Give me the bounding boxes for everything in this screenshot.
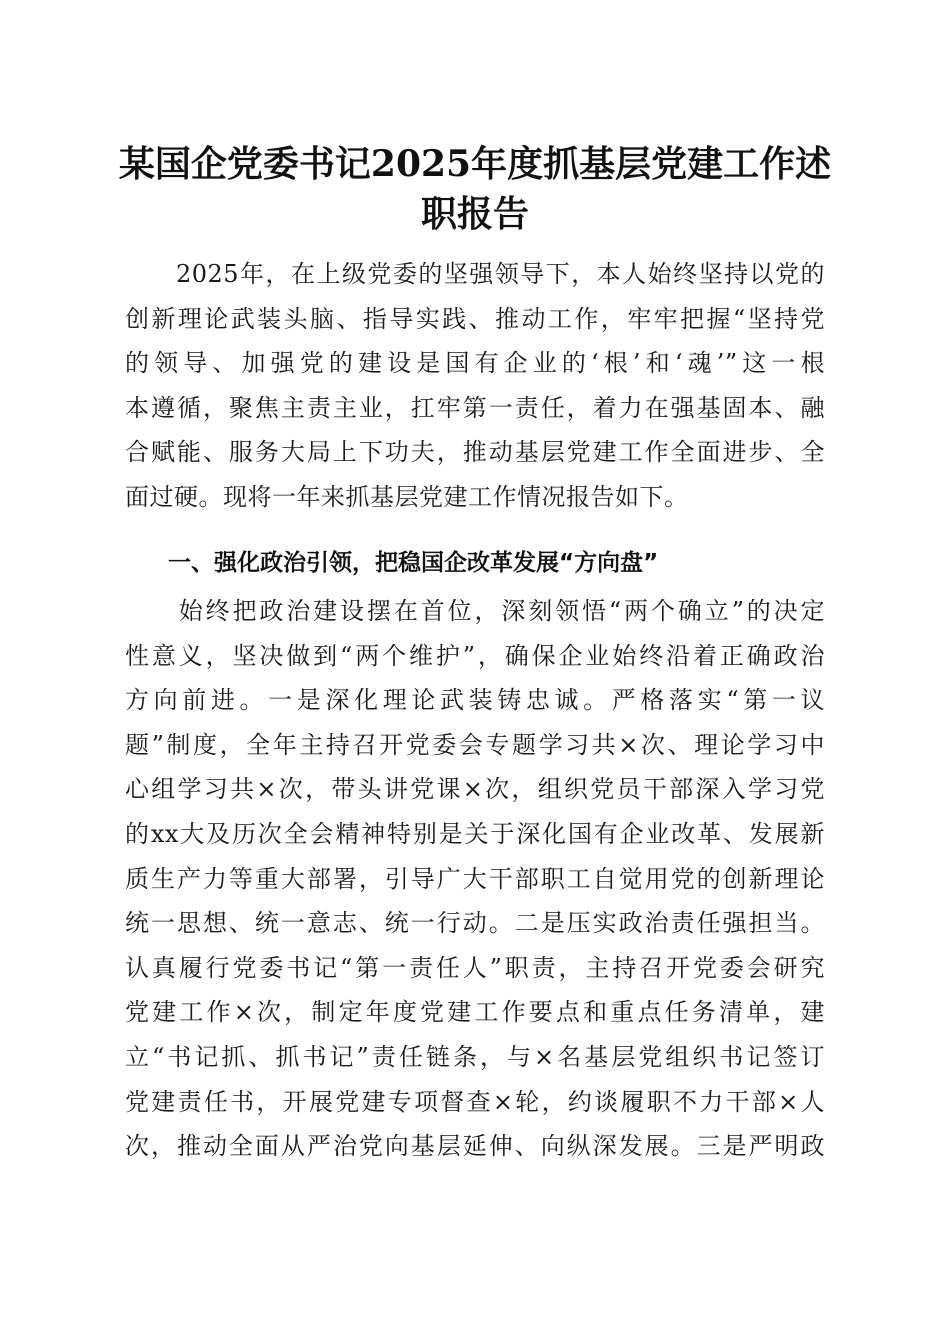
section-heading-1: 一、强化政治引领，把稳国企改革发展“方向盘” <box>168 550 659 576</box>
paragraph-line: 合赋能、服务大局上下功夫，推动基层党建工作全面进步、全 <box>125 438 825 467</box>
paragraph-line: 次，推动全面从严治党向基层延伸、向纵深发展。三是严明政 <box>125 1132 825 1161</box>
paragraph-line: 质生产力等重大部署，引导广大干部职工自觉用党的创新理论 <box>125 864 825 893</box>
paragraph-line: 本遵循，聚焦主责主业，扛牢第一责任，着力在强基固本、融 <box>125 393 825 422</box>
paragraph-line: 党建责任书，开展党建专项督查×轮，约谈履职不力干部×人 <box>125 1087 825 1116</box>
paragraph-line: 性意义，坚决做到“两个维护”，确保企业始终沿着正确政治 <box>125 641 825 670</box>
paragraph-line: 认真履行党委书记“第一责任人”职责，主持召开党委会研究 <box>125 953 825 982</box>
section-1-paragraph <box>125 589 825 1169</box>
paragraph-line: 方向前进。一是深化理论武装铸忠诚。严格落实“第一议 <box>125 686 825 715</box>
intro-paragraph <box>125 252 825 520</box>
paragraph-line: 题”制度，全年主持召开党委会专题学习共×次、理论学习中 <box>125 730 825 759</box>
document-title-line-1: 某国企党委书记2025年度抓基层党建工作述 <box>118 143 832 185</box>
paragraph-line: 始终把政治建设摆在首位，深刻领悟“两个确立”的决定 <box>125 597 825 625</box>
paragraph-line: 心组学习共×次，带头讲党课×次，组织党员干部深入学习党 <box>125 775 825 804</box>
paragraph-line: 立“书记抓、抓书记”责任链条，与×名基层党组织书记签订 <box>125 1042 825 1071</box>
paragraph-line: 创新理论武装头脑、指导实践、推动工作，牢牢把握“坚持党 <box>125 304 825 333</box>
paragraph-line: 的领导、加强党的建设是国有企业的‘根’和‘魂’”这一根 <box>125 349 825 378</box>
paragraph-line: 党建工作×次，制定年度党建工作要点和重点任务清单，建 <box>125 998 825 1027</box>
paragraph-line: 的xx大及历次全会精神特别是关于深化国有企业改革、发展新 <box>125 819 825 848</box>
paragraph-line: 统一思想、统一意志、统一行动。二是压实政治责任强担当。 <box>125 909 825 938</box>
paragraph-line: 2025年，在上级党委的坚强领导下，本人始终坚持以党的 <box>125 260 825 288</box>
document-title-line-2: 职报告 <box>420 193 529 235</box>
paragraph-line: 面过硬。现将一年来抓基层党建工作情况报告如下。 <box>125 482 689 511</box>
